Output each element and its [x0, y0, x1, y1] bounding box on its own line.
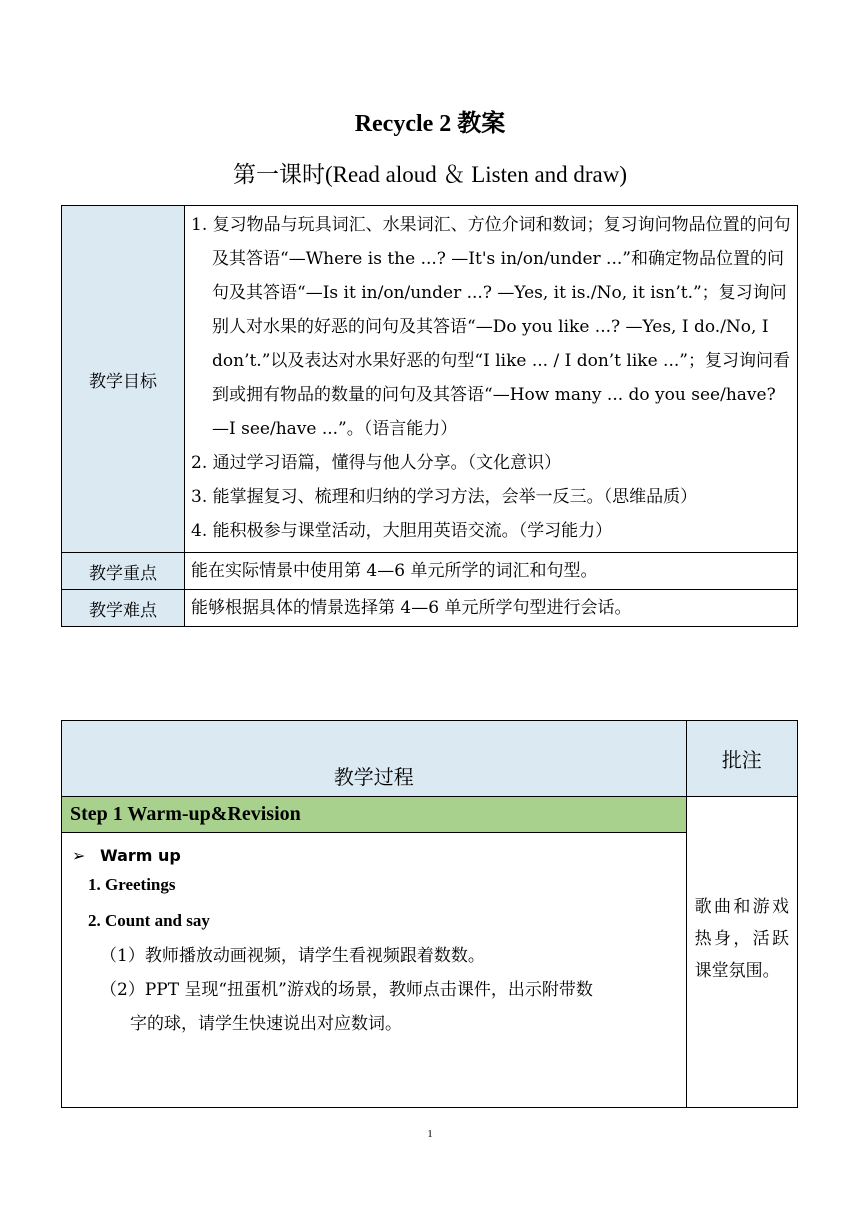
- difficulties-label: 教学难点: [62, 590, 185, 627]
- sub-heading-greetings: 1. Greetings: [88, 875, 176, 894]
- document-title: Recycle 2 教案: [354, 111, 506, 137]
- key-points-text: 能在实际情景中使用第 4—6 单元所学的词汇和句型。: [185, 553, 798, 590]
- document-subtitle: 第一课时(Read aloud ＆ Listen and draw): [232, 162, 628, 187]
- process-header-row: [62, 721, 798, 797]
- step-title: Step 1 Warm-up&Revision: [62, 797, 686, 833]
- process-header: 教学过程: [62, 721, 687, 797]
- difficulties-row: [62, 590, 798, 627]
- bullet-label: Warm up: [100, 846, 181, 865]
- objectives-content: [185, 206, 798, 553]
- key-points-row: [62, 553, 798, 590]
- process-table: [61, 720, 798, 1108]
- paragraph-2-continued: 字的球，请学生快速说出对应数词。: [130, 1014, 402, 1034]
- objectives-label: 教学目标: [62, 206, 185, 553]
- objective-item: 3. 能掌握复习、梳理和归纳的学习方法，会举一反三。（思维品质）: [191, 487, 698, 507]
- notes-header: 批注: [686, 721, 797, 797]
- process-body: [62, 797, 687, 1108]
- difficulties-text: 能够根据具体的情景选择第 4—6 单元所学句型进行会话。: [185, 590, 798, 627]
- arrow-bullet-icon: ➢: [72, 846, 86, 865]
- objective-item: 4. 能积极参与课堂活动，大胆用英语交流。（学习能力）: [191, 521, 613, 541]
- annotation-note: 歌曲和游戏热身，活跃课堂氛围。: [686, 797, 797, 1108]
- paragraph-2: （2）PPT 呈现“扭蛋机”游戏的场景，教师点击课件，出示附带数: [100, 980, 593, 1000]
- objective-item: 1. 复习物品与玩具词汇、水果词汇、方位介词和数词；复习询问物品位置的问句及其答语“—Where is the ...? —It's in/on/under ...”和确定物品位置的问句及其答语“—Is it in/on/under ...? —Yes, it is./No, it isn’t.”；复习询问别人对水果的好恶的问句及其答语“—Do you like ...? —Yes, I do./No, I don’t.”以及表达对水果好恶的句型“I like ... / I don’t like ...”；复习询问看到或拥有物品的数量的问句及其答语“—How many ... do you see/have? —I see/have ...”。（语言能力）: [191, 215, 791, 439]
- objective-item: 2. 通过学习语篇，懂得与他人分享。（文化意识）: [191, 453, 562, 473]
- objectives-row: [62, 206, 798, 553]
- objectives-table: [61, 205, 798, 627]
- paragraph-1: （1）教师播放动画视频，请学生看视频跟着数数。: [100, 946, 485, 966]
- page-number: 1: [427, 1128, 433, 1140]
- sub-heading-count: 2. Count and say: [88, 911, 210, 930]
- key-points-label: 教学重点: [62, 553, 185, 590]
- process-body-row: [62, 797, 798, 1108]
- bullet-item: [62, 845, 686, 867]
